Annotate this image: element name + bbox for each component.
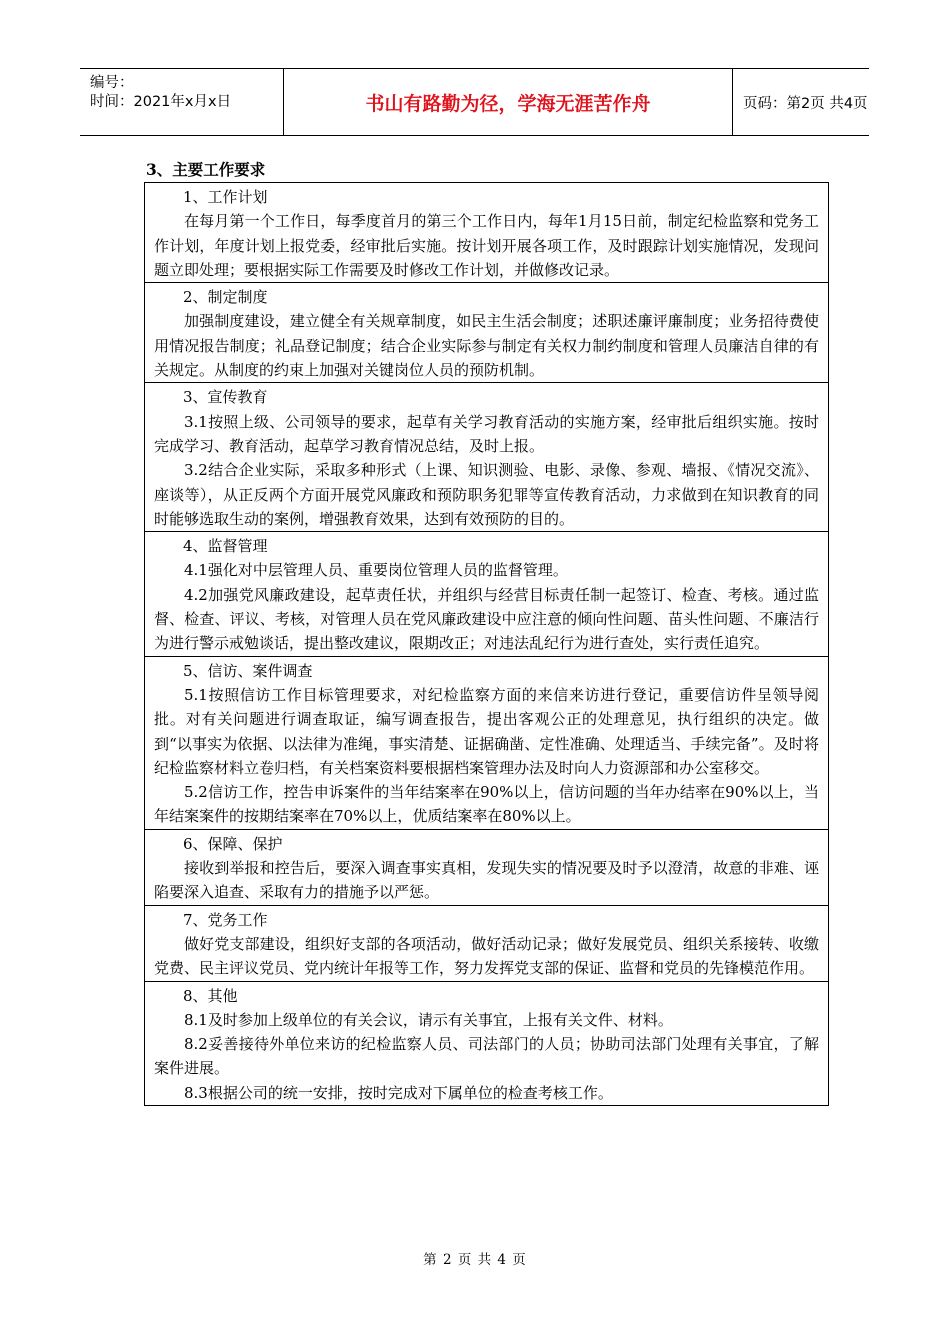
time-label: 时间：2021年x月x日 <box>90 94 232 110</box>
requirement-block-party-affairs <box>145 906 828 982</box>
block-paragraph: 做好党支部建设，组织好支部的各项活动，做好活动记录；做好发展党员、组织关系接转、收缴党费、民主评议党员、党内统计年报等工作，努力发挥党支部的保证、监督和党员的先锋模范作用。 <box>154 934 819 978</box>
requirements-table <box>144 182 829 1106</box>
block-paragraph: 8.3根据公司的统一安排，按时完成对下属单位的检查考核工作。 <box>184 1083 613 1102</box>
motto-text: 书山有路勤为径，学海无涯苦作舟 <box>365 92 651 115</box>
block-paragraph: 在每月第一个工作日，每季度首月的第三个工作日内，每年1月15日前，制定纪检监察和党务工作计划，年度计划上报党委，经审批后实施。按计划开展各项工作，及时跟踪计划实施情况，发现问题立即处理；要根据实际工作需要及时修改工作计划，并做修改记录。 <box>154 212 819 279</box>
page-info-text: 页码：第2页 共4页 <box>743 95 868 112</box>
document-header <box>80 68 869 136</box>
block-paragraph: 5.1按照信访工作目标管理要求，对纪检监察方面的来信来访进行登记，重要信访件呈领导阅批。对有关问题进行调查取证，编写调查报告，提出客观公正的处理意见，执行组织的决定。做到“以事实为依据、以法律为准绳，事实清楚、证据确凿、定性准确、处理适当、手续完备”。及时将纪检监察材料立卷归档，有关档案资料要根据档案管理办法及时向人力资源部和办公室移交。 <box>154 685 819 777</box>
block-heading: 7、党务工作 <box>183 910 268 929</box>
block-heading: 6、保障、保护 <box>183 834 283 853</box>
block-paragraph: 8.1及时参加上级单位的有关会议，请示有关事宜，上报有关文件、材料。 <box>184 1010 673 1029</box>
block-paragraph: 接收到举报和控告后，要深入调查事实真相，发现失实的情况要及时予以澄清，故意的非难、诬陷要深入追查、采取有力的措施予以严惩。 <box>154 859 819 902</box>
section-title: 3、主要工作要求 <box>146 160 266 179</box>
requirement-block-rules <box>145 283 828 383</box>
requirement-block-petitions <box>145 657 828 830</box>
page-info-cell <box>733 69 869 135</box>
block-heading: 2、制定制度 <box>183 288 268 307</box>
block-heading: 8、其他 <box>183 986 238 1005</box>
requirement-block-other <box>145 982 828 1106</box>
motto-cell <box>283 69 733 135</box>
block-paragraph: 3.1按照上级、公司领导的要求，起草有关学习教育活动的实施方案，经审批后组织实施。按时完成学习、教育活动，起草学习教育情况总结，及时上报。 <box>154 412 819 455</box>
page-footer: 第 2 页 共 4 页 <box>423 1252 527 1268</box>
block-paragraph: 加强制度建设，建立健全有关规章制度，如民主生活会制度；述职述廉评廉制度；业务招待费使用情况报告制度；礼品登记制度；结合企业实际参与制定有关权力制约制度和管理人员廉洁自律的有关规定。从制度的约束上加强对关键岗位人员的预防机制。 <box>154 312 819 380</box>
block-paragraph: 8.2妥善接待外单位来访的纪检监察人员、司法部门的人员；协助司法部门处理有关事宜，了解案件进展。 <box>154 1035 819 1078</box>
requirement-block-supervision <box>145 532 828 656</box>
requirement-block-education <box>145 383 828 532</box>
block-heading: 5、信访、案件调查 <box>183 661 313 680</box>
block-heading: 1、工作计划 <box>183 188 268 206</box>
block-paragraph: 4.1强化对中层管理人员、重要岗位管理人员的监督管理。 <box>184 561 568 580</box>
number-label: 编号： <box>90 75 134 91</box>
block-heading: 3、宣传教育 <box>183 388 268 407</box>
block-paragraph: 4.2加强党风廉政建设，起草责任状，并组织与经营目标责任制一起签订、检查、考核。通过监督、检查、评议、考核，对管理人员在党风廉政建设中应注意的倾向性问题、苗头性问题、不廉洁行为进行警示戒勉谈话，提出整改建议，限期改正；对违法乱纪行为进行查处，实行责任追究。 <box>154 585 819 653</box>
block-paragraph: 5.2信访工作，控告申诉案件的当年结案率在90%以上，信访问题的当年办结率在90%以上，当年结案案件的按期结案率在70%以上，优质结案率在80%以上。 <box>154 783 819 826</box>
block-paragraph: 3.2结合企业实际，采取多种形式（上课、知识测验、电影、录像、参观、墙报、《情况交流》、座谈等），从正反两个方面开展党风廉政和预防职务犯罪等宣传教育活动，力求做到在知识教育的同时能够选取生动的案例，增强教育效果，达到有效预防的目的。 <box>154 461 819 528</box>
block-heading: 4、监督管理 <box>183 537 268 556</box>
header-left-cell <box>80 69 283 135</box>
requirement-block-protection <box>145 830 828 906</box>
requirement-block-plan <box>145 183 828 283</box>
